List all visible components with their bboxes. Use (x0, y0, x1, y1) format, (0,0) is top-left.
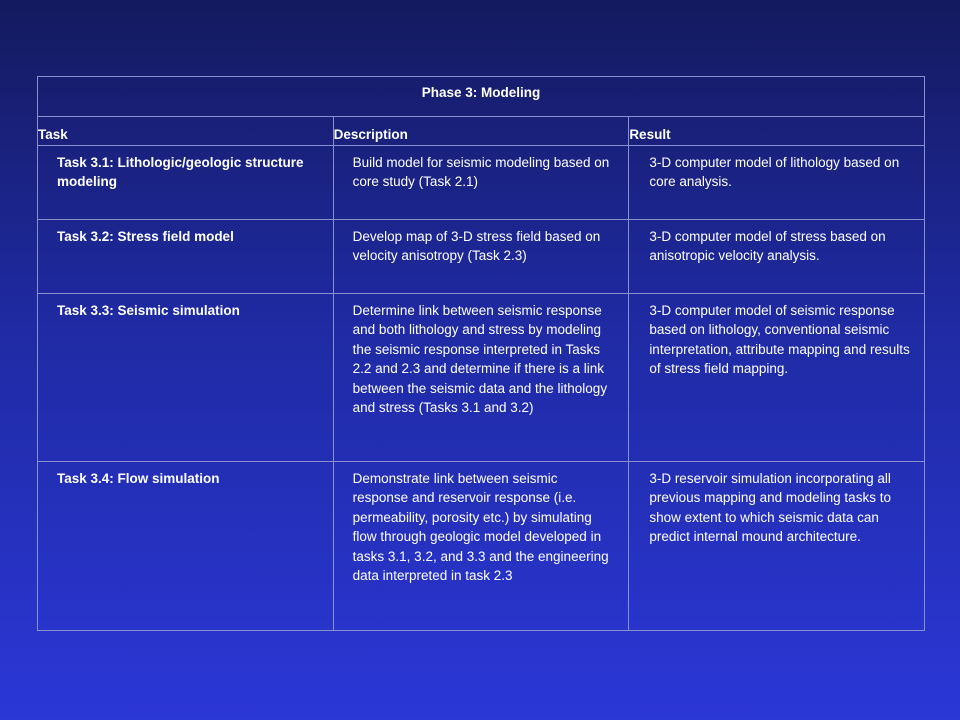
phase-table-container (37, 76, 925, 631)
task-cell: Task 3.3: Seismic simulation (38, 293, 334, 461)
table-row (38, 461, 925, 630)
table-row (38, 145, 925, 219)
phase-table (37, 76, 925, 631)
task-cell: Task 3.4: Flow simulation (38, 461, 334, 630)
description-cell: Build model for seismic modeling based on core study (Task 2.1) (333, 145, 629, 219)
table-row (38, 293, 925, 461)
header-description: Description (333, 117, 629, 146)
header-task: Task (38, 117, 334, 146)
result-cell: 3-D computer model of lithology based on core analysis. (629, 145, 925, 219)
task-cell: Task 3.1: Lithologic/geologic structure modeling (38, 145, 334, 219)
table-title-row (38, 77, 925, 117)
description-cell: Demonstrate link between seismic response and reservoir response (i.e. permeability, porosity etc.) by simulating flow through geologic model developed in tasks 3.1, 3.2, and 3.3 and the engineering data interpreted in task 2.3 (333, 461, 629, 630)
header-result: Result (629, 117, 925, 146)
description-cell: Determine link between seismic response and both lithology and stress by modeling the seismic response interpreted in Tasks 2.2 and 2.3 and determine if there is a link between the seismic data and the lithology and stress (Tasks 3.1 and 3.2) (333, 293, 629, 461)
result-cell: 3-D reservoir simulation incorporating all previous mapping and modeling tasks to show extent to which seismic data can predict internal mound architecture. (629, 461, 925, 630)
result-cell: 3-D computer model of stress based on anisotropic velocity analysis. (629, 219, 925, 293)
table-row (38, 219, 925, 293)
result-cell: 3-D computer model of seismic response based on lithology, conventional seismic interpretation, attribute mapping and results of stress field mapping. (629, 293, 925, 461)
task-cell: Task 3.2: Stress field model (38, 219, 334, 293)
table-header-row (38, 117, 925, 146)
table-title: Phase 3: Modeling (38, 77, 925, 117)
description-cell: Develop map of 3-D stress field based on velocity anisotropy (Task 2.3) (333, 219, 629, 293)
